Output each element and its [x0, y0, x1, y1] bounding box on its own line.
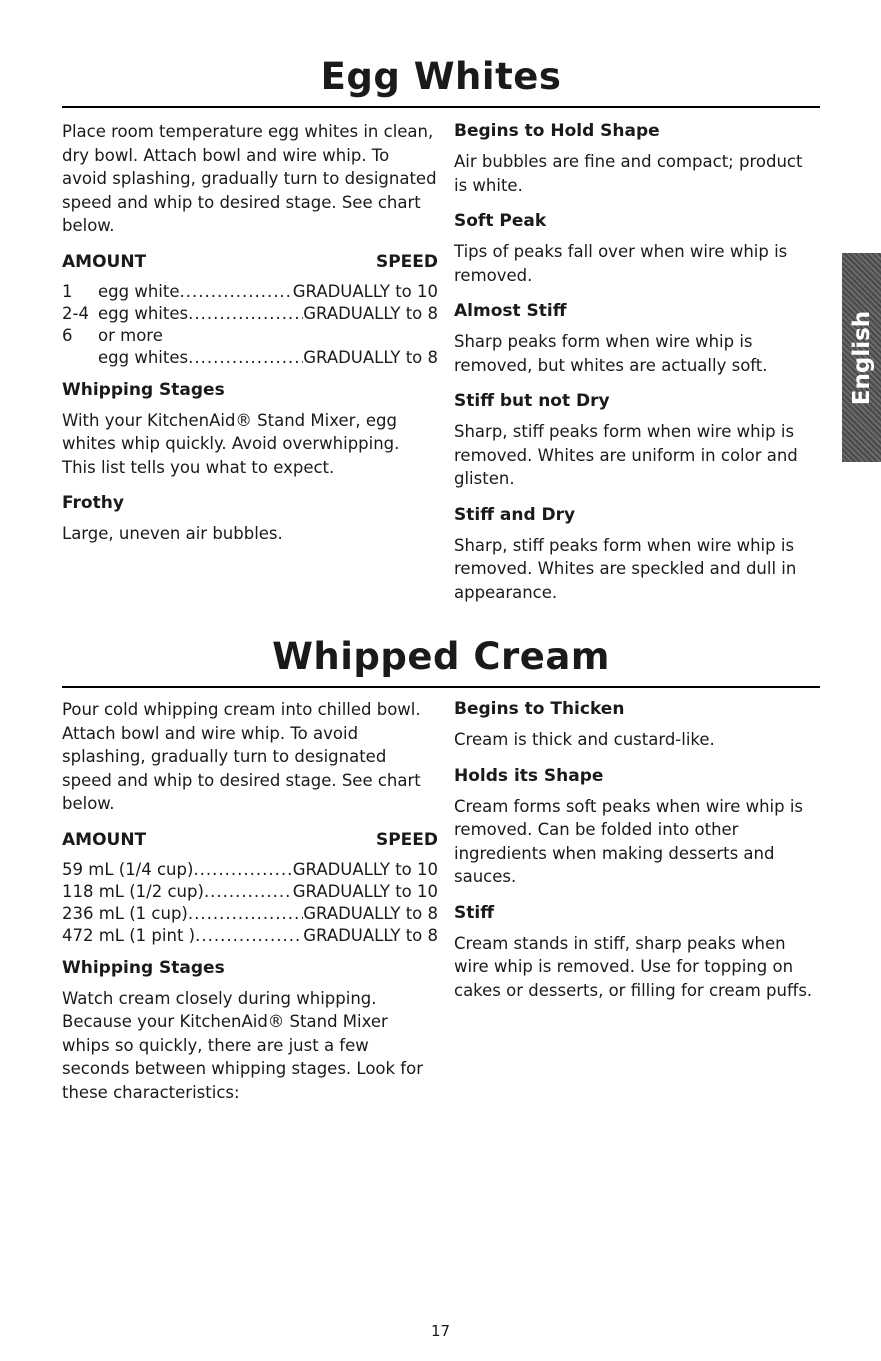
stage-description: Sharp peaks form when wire whip is removed, but whites are actually soft. [454, 332, 768, 375]
leader-dots [188, 903, 303, 925]
egg-whites-right-column [454, 120, 820, 617]
leader-dots [195, 925, 303, 947]
amount-header: AMOUNT [62, 829, 147, 850]
speed-row-label: egg white [98, 281, 180, 301]
stage-name: Almost Stiff [454, 301, 567, 321]
speed-row-qty: 6 [62, 325, 73, 345]
speed-row [62, 859, 438, 881]
amount-header: AMOUNT [62, 251, 147, 272]
speed-row-speed: GRADUALLY to 10 [292, 881, 438, 901]
whipped-cream-stages-heading: Whipping Stages [62, 957, 225, 978]
whipped-cream-rule [62, 686, 820, 688]
leader-dots [193, 859, 292, 881]
whipped-cream-right-column [454, 698, 820, 1015]
stage-description: Sharp, stiff peaks form when wire whip is removed. Whites are uniform in color and glisten. [454, 422, 798, 488]
speed-row-speed: GRADUALLY to 10 [292, 859, 438, 879]
leader-dots [188, 303, 303, 325]
leader-dots [180, 281, 293, 303]
speed-header: SPEED [375, 829, 438, 850]
leader-dots [204, 881, 293, 903]
whipped-cream-intro: Pour cold whipping cream into chilled bowl. Attach bowl and wire whip. To avoid splashing, gradually turn to designated speed and whip to desired stage. See chart below. [62, 700, 421, 813]
stage-description: Large, uneven air bubbles. [62, 524, 283, 543]
page-number: 17 [430, 1322, 451, 1340]
stage-description: Tips of peaks fall over when wire whip is removed. [454, 242, 788, 285]
speed-row-label: 118 mL (1/2 cup) [62, 881, 204, 901]
whipped-cream-stages-intro: Watch cream closely during whipping. Because your KitchenAid® Stand Mixer whips so quickly, there are just a few seconds between whipping stages. Look for these characteristics: [62, 988, 423, 1102]
language-tab [842, 253, 881, 462]
speed-row-qty [62, 347, 98, 369]
whipped-cream-speed-chart [62, 859, 438, 947]
speed-row-label: 472 mL (1 pint ) [62, 925, 196, 945]
whipped-cream-title: Whipped Cream [272, 635, 610, 678]
speed-row-qty: 1 [62, 281, 73, 301]
speed-row-speed: GRADUALLY to 8 [303, 347, 438, 367]
leader-dots [188, 347, 303, 369]
stage-name: Stiff but not Dry [454, 391, 610, 411]
egg-whites-left-column [62, 120, 438, 559]
speed-row [62, 281, 438, 303]
stage-name: Holds its Shape [454, 765, 604, 786]
speed-row-speed: GRADUALLY to 8 [303, 903, 438, 923]
speed-row [62, 347, 438, 369]
stage-name: Begins to Thicken [454, 699, 625, 719]
speed-row-label: or more [98, 325, 163, 345]
egg-whites-speed-chart [62, 281, 438, 369]
speed-row [62, 903, 438, 925]
speed-row-label: egg whites [98, 303, 189, 323]
stage-description: Cream is thick and custard-like. [454, 730, 715, 749]
stage-name: Stiff and Dry [454, 504, 576, 525]
speed-row-qty: 2-4 [62, 303, 89, 323]
stage-name: Soft Peak [454, 211, 547, 231]
stage-description: Sharp, stiff peaks form when wire whip is removed. Whites are speckled and dull in appearance. [454, 535, 797, 602]
speed-row-label: 59 mL (1/4 cup) [62, 859, 194, 879]
whipped-cream-chart-header [62, 829, 438, 851]
egg-whites-title: Egg Whites [320, 55, 562, 98]
egg-whites-chart-header [62, 251, 438, 273]
speed-header: SPEED [375, 251, 438, 272]
speed-row [62, 303, 438, 325]
egg-whites-rule [62, 106, 820, 108]
stage-name: Stiff [454, 902, 494, 923]
egg-whites-intro: Place room temperature egg whites in clean, dry bowl. Attach bowl and wire whip. To avoid splashing, gradually turn to designated speed and whip to desired stage. See chart below. [62, 122, 437, 235]
stage-name: Begins to Hold Shape [454, 121, 660, 141]
whipped-cream-left-column [62, 698, 438, 1117]
speed-row-label: egg whites [98, 347, 189, 367]
stage-description: Cream forms soft peaks when wire whip is removed. Can be folded into other ingredients when making desserts and sauces. [454, 796, 804, 886]
speed-row-speed: GRADUALLY to 8 [303, 303, 438, 323]
speed-row [62, 925, 438, 947]
speed-row-speed: GRADUALLY to 8 [303, 925, 438, 945]
stage-description: Air bubbles are fine and compact; product is white. [454, 152, 803, 195]
language-tab-label: English [848, 310, 875, 405]
speed-row-speed: GRADUALLY to 10 [292, 281, 438, 301]
stage-name: Frothy [62, 493, 124, 513]
egg-whites-stages-intro: With your KitchenAid® Stand Mixer, egg whites whip quickly. Avoid overwhipping. This list tells you what to expect. [62, 410, 400, 477]
stage-description: Cream stands in stiff, sharp peaks when wire whip is removed. Use for topping on cakes or desserts, or filling for cream puffs. [454, 933, 813, 1000]
speed-row-label: 236 mL (1 cup) [62, 903, 188, 923]
egg-whites-stages-heading: Whipping Stages [62, 379, 225, 400]
speed-row [62, 881, 438, 903]
speed-row [62, 325, 438, 347]
